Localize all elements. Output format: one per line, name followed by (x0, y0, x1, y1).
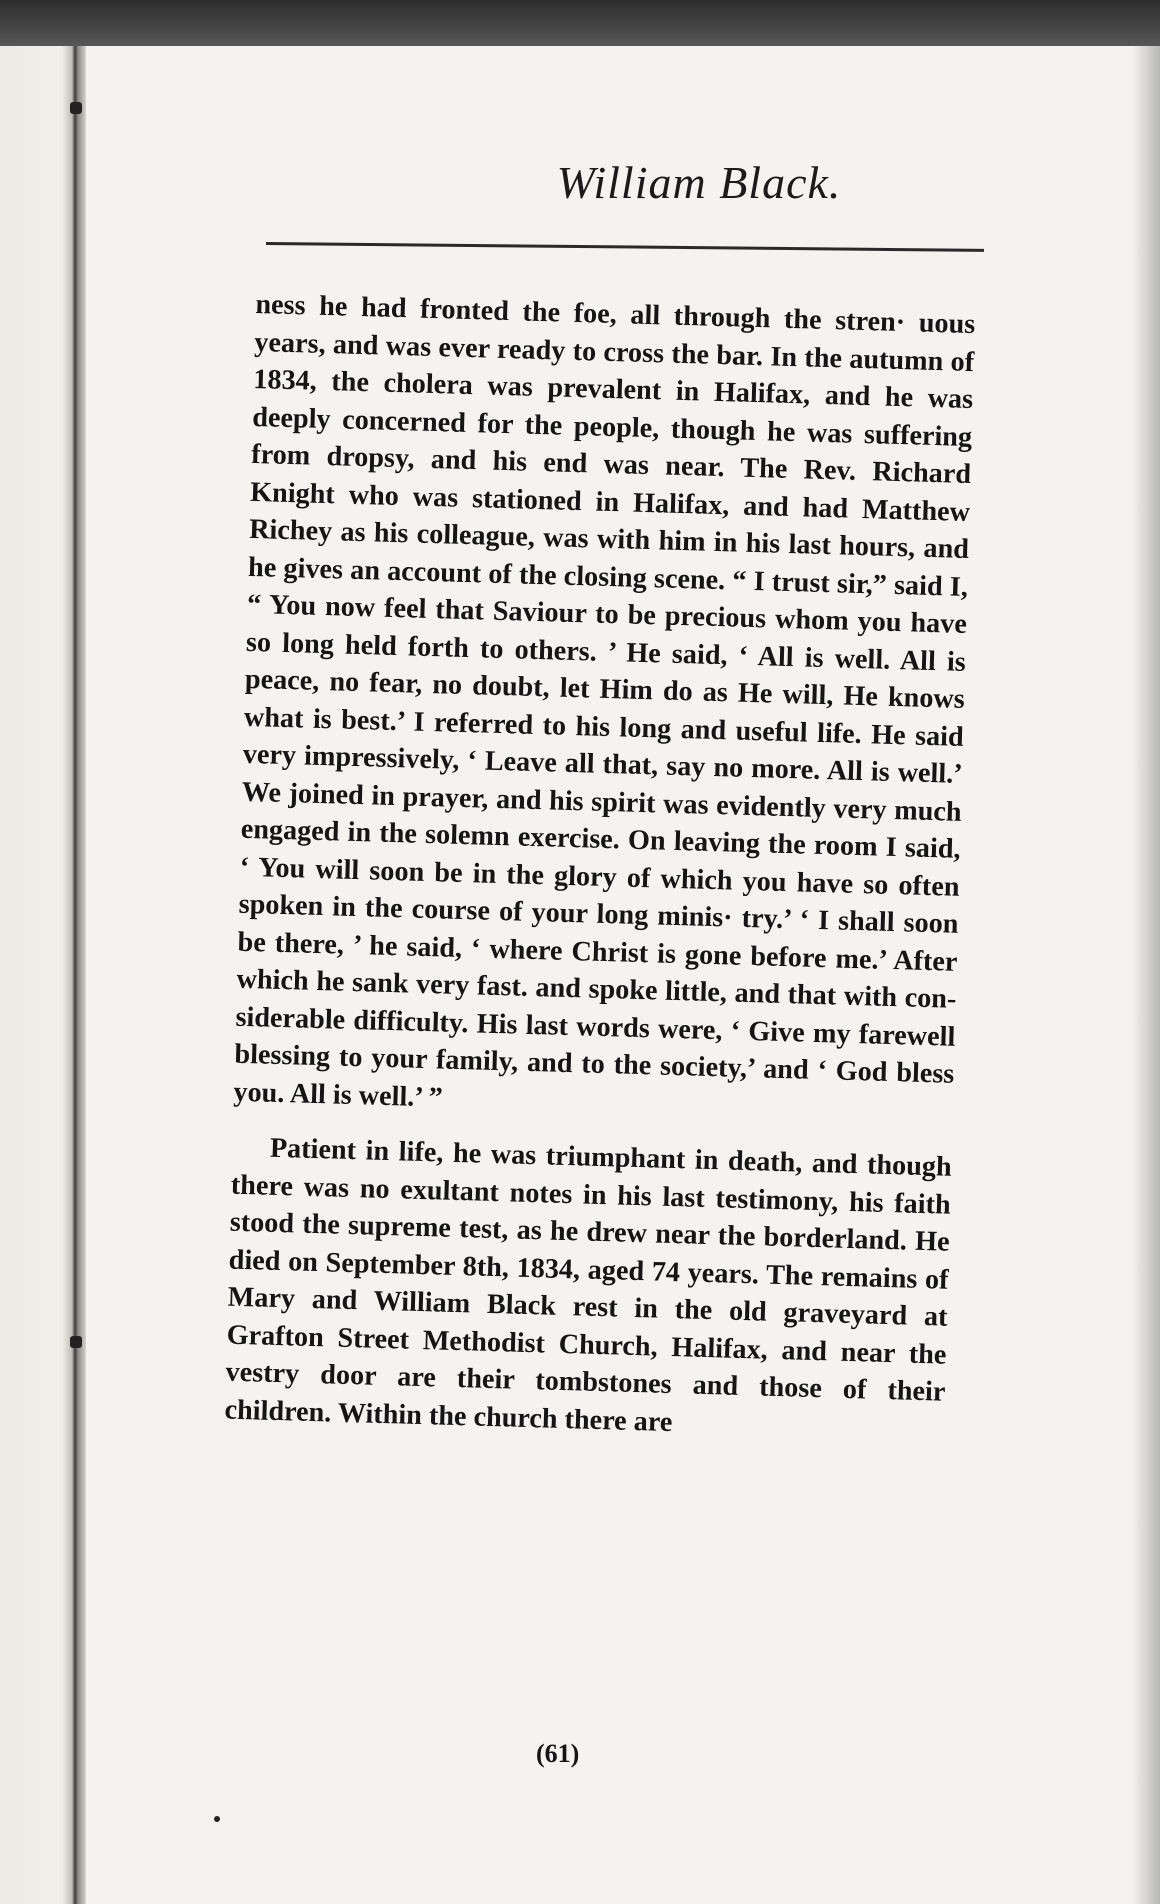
paragraph-2: Patient in life, he was triumphant in death, and though there was no exultant notes in his last testimony, his faith stood the supreme test, as he drew near the borderland. He died on September 8th, 1834, aged 74 years. The remains of Mary and William Black rest in the old graveyard at Grafton Street Methodist Church, Halifax, and near the vestry door are their tombstones and those of their children. Within the church there are (224, 1132, 953, 1438)
body-text (224, 286, 976, 1449)
ink-speck (214, 1816, 220, 1822)
binding-knot (70, 102, 82, 114)
binding-knot (70, 1336, 82, 1348)
book-page (86, 46, 1132, 1904)
header-rule (266, 242, 984, 252)
running-head: William Black. (556, 157, 842, 208)
page-number: (61) (536, 1739, 580, 1768)
book-binding (0, 46, 86, 1904)
scan-top-border (0, 0, 1160, 46)
paragraph-1: ness he had fronted the foe, all through the stren· uous years, and was ever ready to cross the bar. In the autumn of 1834, the cholera was prevalent in Halifax, and he was deeply concerned for the people, though he was suffering from dropsy, and his end was near. The Rev. Richard Knight who was stationed in Halifax, and had Matthew Richey as his colleague, was with him in his last hours, and he gives an account of the closing scene. “ I trust sir,” said I, “ You now feel that Saviour to be precious whom you have so long held forth to others. ’ He said, ‘ All is well. All is peace, no fear, no doubt, let Him do as He will, He knows what is best.’ I referred to his long and useful life. He said very impressively, ‘ Leave all that, say no more. All is well.’ We joined in prayer, and his spirit was evidently very much engaged in the solemn exercise. On leaving the room I said, ‘ You will soon be in the glory of which you have so often spoken in the course of your long minis· try.’ ‘ I shall soon be there, ’ he said, ‘ where Christ is gone before me.’ After which he sank very fast. and spoke little, and that with con- siderable difficulty. His last words were, ‘ Give my farewell blessing to your family, and to the society,’ and ‘ God bless you. All is well.’ ” (233, 288, 976, 1114)
page-edge-shadow (1132, 46, 1160, 1904)
